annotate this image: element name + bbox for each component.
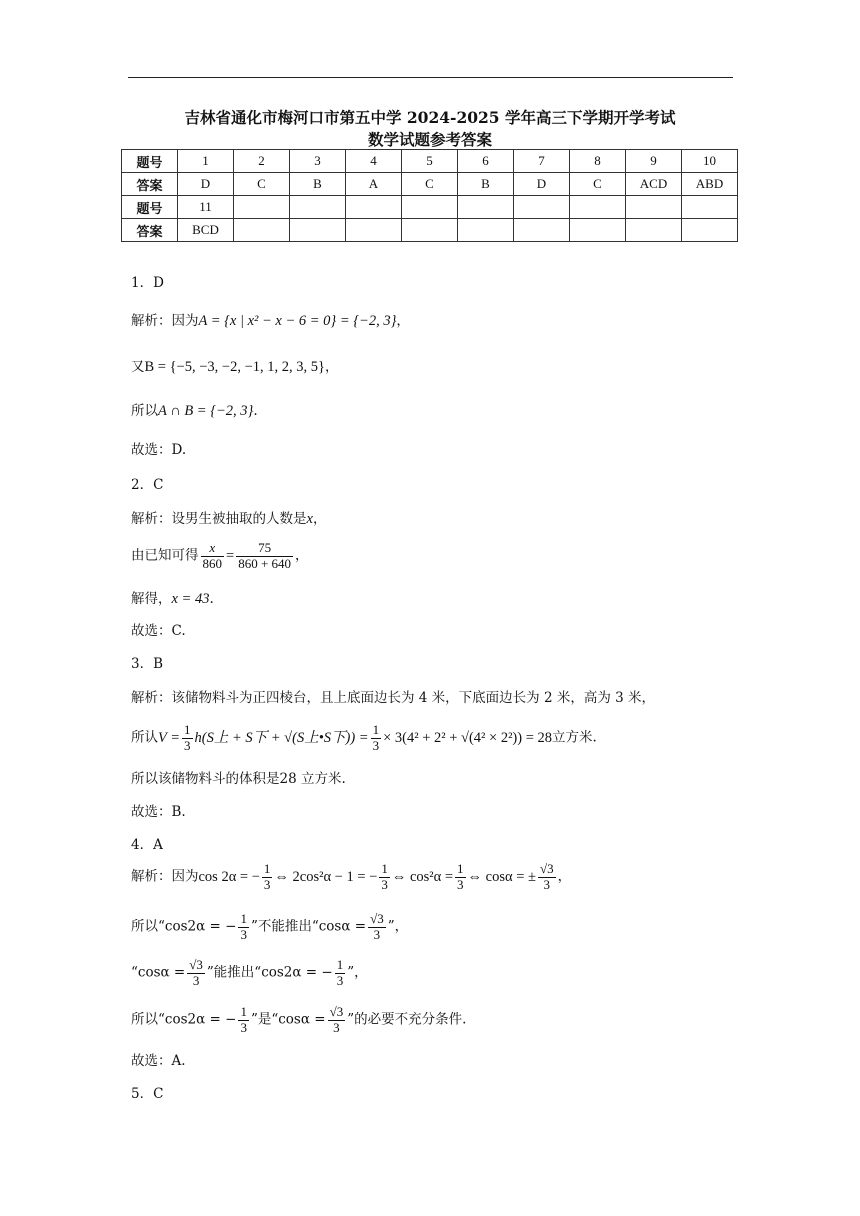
table-cell (682, 196, 738, 219)
fraction (262, 862, 273, 893)
document-subtitle: 数学试题参考答案 (367, 130, 492, 149)
table-cell: 6 (458, 150, 514, 173)
table-row (122, 150, 738, 173)
denominator: 860 + 640 (238, 555, 292, 571)
text: 又 (131, 359, 145, 375)
math-expression: ⇔ 2cos²α − 1 = − (274, 869, 378, 886)
solution-3-conclusion: 故选：B. (131, 804, 186, 820)
denominator: 3 (336, 972, 344, 988)
solution-3-line-2 (131, 723, 597, 754)
denominator: 3 (373, 926, 381, 942)
numerator: 75 (236, 541, 293, 557)
text: 解析：因为 (131, 313, 199, 329)
table-cell: 7 (514, 150, 570, 173)
math-expression: B = {−5, −3, −2, −1, 1, 2, 3, 5} (144, 359, 325, 375)
table-cell: D (178, 173, 234, 196)
fraction (236, 541, 293, 572)
table-cell: A (346, 173, 402, 196)
table-cell: C (402, 173, 458, 196)
solution-1-line-1 (131, 314, 410, 329)
denominator: 3 (381, 876, 388, 892)
numerator: 1 (263, 861, 271, 876)
text: . (253, 403, 258, 419)
denominator: 3 (192, 972, 200, 988)
math-expression: A = {x | x² − x − 6 = 0} = {−2, 3} (198, 313, 397, 329)
table-cell: 5 (402, 150, 458, 173)
solution-1-heading: 1．D (131, 275, 164, 291)
solution-4-conclusion: 故选：A. (131, 1053, 186, 1069)
table-cell: B (458, 173, 514, 196)
table-cell (626, 196, 682, 219)
math-expression: cos 2α = − (198, 869, 260, 886)
table-cell: 2 (234, 150, 290, 173)
text: ”， (347, 964, 368, 981)
solution-4-line-4 (131, 1005, 466, 1036)
table-cell: 9 (626, 150, 682, 173)
solution-2-conclusion: 故选：C. (131, 623, 186, 639)
table-cell (626, 219, 682, 242)
table-cell (458, 196, 514, 219)
text: 所以“cos2α = − (131, 1011, 237, 1028)
document-title: 吉林省通化市梅河口市第五中学 2024-2025 学年高三下学期开学考试 (184, 108, 676, 127)
numerator: √3 (539, 861, 554, 876)
table-cell (290, 219, 346, 242)
math-expression: × 3(4² + 2² + √(4² × 2²)) = 28 (383, 730, 553, 747)
numerator: 1 (240, 1004, 247, 1019)
numerator: 1 (381, 861, 388, 876)
table-cell (346, 219, 402, 242)
fraction (368, 912, 386, 943)
solution-4-line-2 (131, 912, 408, 943)
text: ， (396, 313, 410, 329)
solution-4-line-3 (131, 958, 368, 989)
numerator: 1 (372, 722, 380, 737)
table-row (122, 173, 738, 196)
table-cell (514, 196, 570, 219)
table-cell: D (514, 173, 570, 196)
numerator: 1 (457, 861, 464, 876)
solution-3-line-1: 解析：该储物料斗为正四棱台，且上底面边长为 4 米，下底面边长为 2 米，高为 3 米， (131, 690, 656, 706)
table-cell: 3 (290, 150, 346, 173)
fraction (538, 862, 556, 893)
solution-2-heading: 2．C (131, 477, 164, 493)
denominator: 3 (263, 876, 271, 892)
solution-1-line-2 (131, 360, 338, 375)
solution-2-line-2: 由已知可得 $\frac{x}{860}$ = $\frac{75}{860 + 640}$ ， (131, 540, 309, 571)
math-expression: A ∩ B = {−2, 3} (158, 403, 254, 419)
denominator: 3 (240, 1019, 247, 1035)
table-cell: 8 (570, 150, 626, 173)
fraction (328, 1005, 346, 1036)
table-cell: C (570, 173, 626, 196)
table-row (122, 196, 738, 219)
fraction (187, 958, 205, 989)
table-cell (402, 196, 458, 219)
numerator: x (201, 541, 225, 557)
table-cell (346, 196, 402, 219)
text: . (209, 591, 214, 607)
table-cell: ABD (682, 173, 738, 196)
text: 由已知可得 (131, 547, 199, 564)
solution-2-line-3 (131, 592, 214, 607)
answer-table (121, 149, 738, 242)
table-cell (290, 196, 346, 219)
text: 所以 (131, 403, 158, 419)
numerator: √3 (370, 911, 384, 926)
fraction (238, 1005, 249, 1036)
text: “cosα = (131, 964, 186, 981)
table-cell (234, 219, 290, 242)
table-cell: B (290, 173, 346, 196)
table-cell (682, 219, 738, 242)
denominator: 3 (372, 737, 380, 753)
text: 解析：设男生被抽取的人数是 (131, 511, 307, 527)
text: 所以“cos2α = − (131, 918, 237, 935)
row-header: 答案 (122, 173, 178, 196)
denominator: 3 (240, 926, 247, 942)
row-header: 题号 (122, 196, 178, 219)
table-cell: ACD (626, 173, 682, 196)
math-expression: x = 43 (171, 591, 210, 607)
table-cell (234, 196, 290, 219)
denominator: 3 (457, 876, 464, 892)
denominator: 3 (333, 1019, 340, 1035)
numerator: 1 (336, 957, 344, 972)
row-header: 答案 (122, 219, 178, 242)
table-cell: 1 (178, 150, 234, 173)
math-expression: V = (158, 730, 181, 747)
text: 所认 (131, 729, 158, 746)
table-cell: 4 (346, 150, 402, 173)
math-expression: ⇔ cos²α = (391, 869, 454, 886)
table-cell (514, 219, 570, 242)
text: ， (557, 868, 572, 885)
text: ”的必要不充分条件. (347, 1011, 467, 1028)
fraction (371, 723, 382, 754)
table-row (122, 219, 738, 242)
solution-5-heading: 5．C (131, 1086, 164, 1102)
denominator: 3 (543, 876, 551, 892)
text: ”是“cosα = (250, 1011, 326, 1028)
fraction (455, 862, 466, 893)
solution-1-conclusion: 故选：D. (131, 442, 187, 458)
text: ”， (387, 918, 409, 935)
table-cell: 11 (178, 196, 234, 219)
table-cell: C (234, 173, 290, 196)
row-header: 题号 (122, 150, 178, 173)
fraction (238, 912, 249, 943)
solution-1-line-3 (131, 404, 258, 419)
math-expression: h(S上 + S下 + √(S上•S下)) = (194, 730, 369, 747)
text: 立方米. (552, 729, 597, 746)
solution-4-heading: 4．A (131, 837, 163, 853)
text: ”不能推出“cosα = (250, 918, 367, 935)
fraction (182, 723, 193, 754)
numerator: √3 (189, 957, 203, 972)
denominator: 3 (184, 737, 191, 753)
text: ， (312, 511, 327, 527)
solution-3-heading: 3．B (131, 656, 164, 672)
numerator: √3 (329, 1004, 344, 1019)
table-cell (570, 219, 626, 242)
text: 解析：因为 (131, 868, 199, 885)
table-cell: BCD (178, 219, 234, 242)
table-cell (570, 196, 626, 219)
fraction (335, 958, 346, 989)
text: 解得， (131, 591, 172, 607)
solution-4-line-1 (131, 862, 571, 893)
text: ， (295, 547, 309, 564)
text: ”能推出“cos2α = − (206, 964, 333, 981)
fraction (201, 541, 225, 572)
solution-2-line-1 (131, 512, 326, 527)
solution-3-line-3: 所以该储物料斗的体积是28 立方米. (131, 771, 346, 787)
table-cell: 10 (682, 150, 738, 173)
fraction (379, 862, 390, 893)
text: ， (324, 359, 339, 375)
header-rule (128, 77, 733, 78)
denominator: 860 (202, 555, 222, 571)
numerator: 1 (240, 911, 247, 926)
math-expression: ⇔ cosα = ± (467, 869, 536, 886)
table-cell (458, 219, 514, 242)
table-cell (402, 219, 458, 242)
numerator: 1 (184, 722, 191, 737)
math-expression: x (306, 511, 313, 527)
